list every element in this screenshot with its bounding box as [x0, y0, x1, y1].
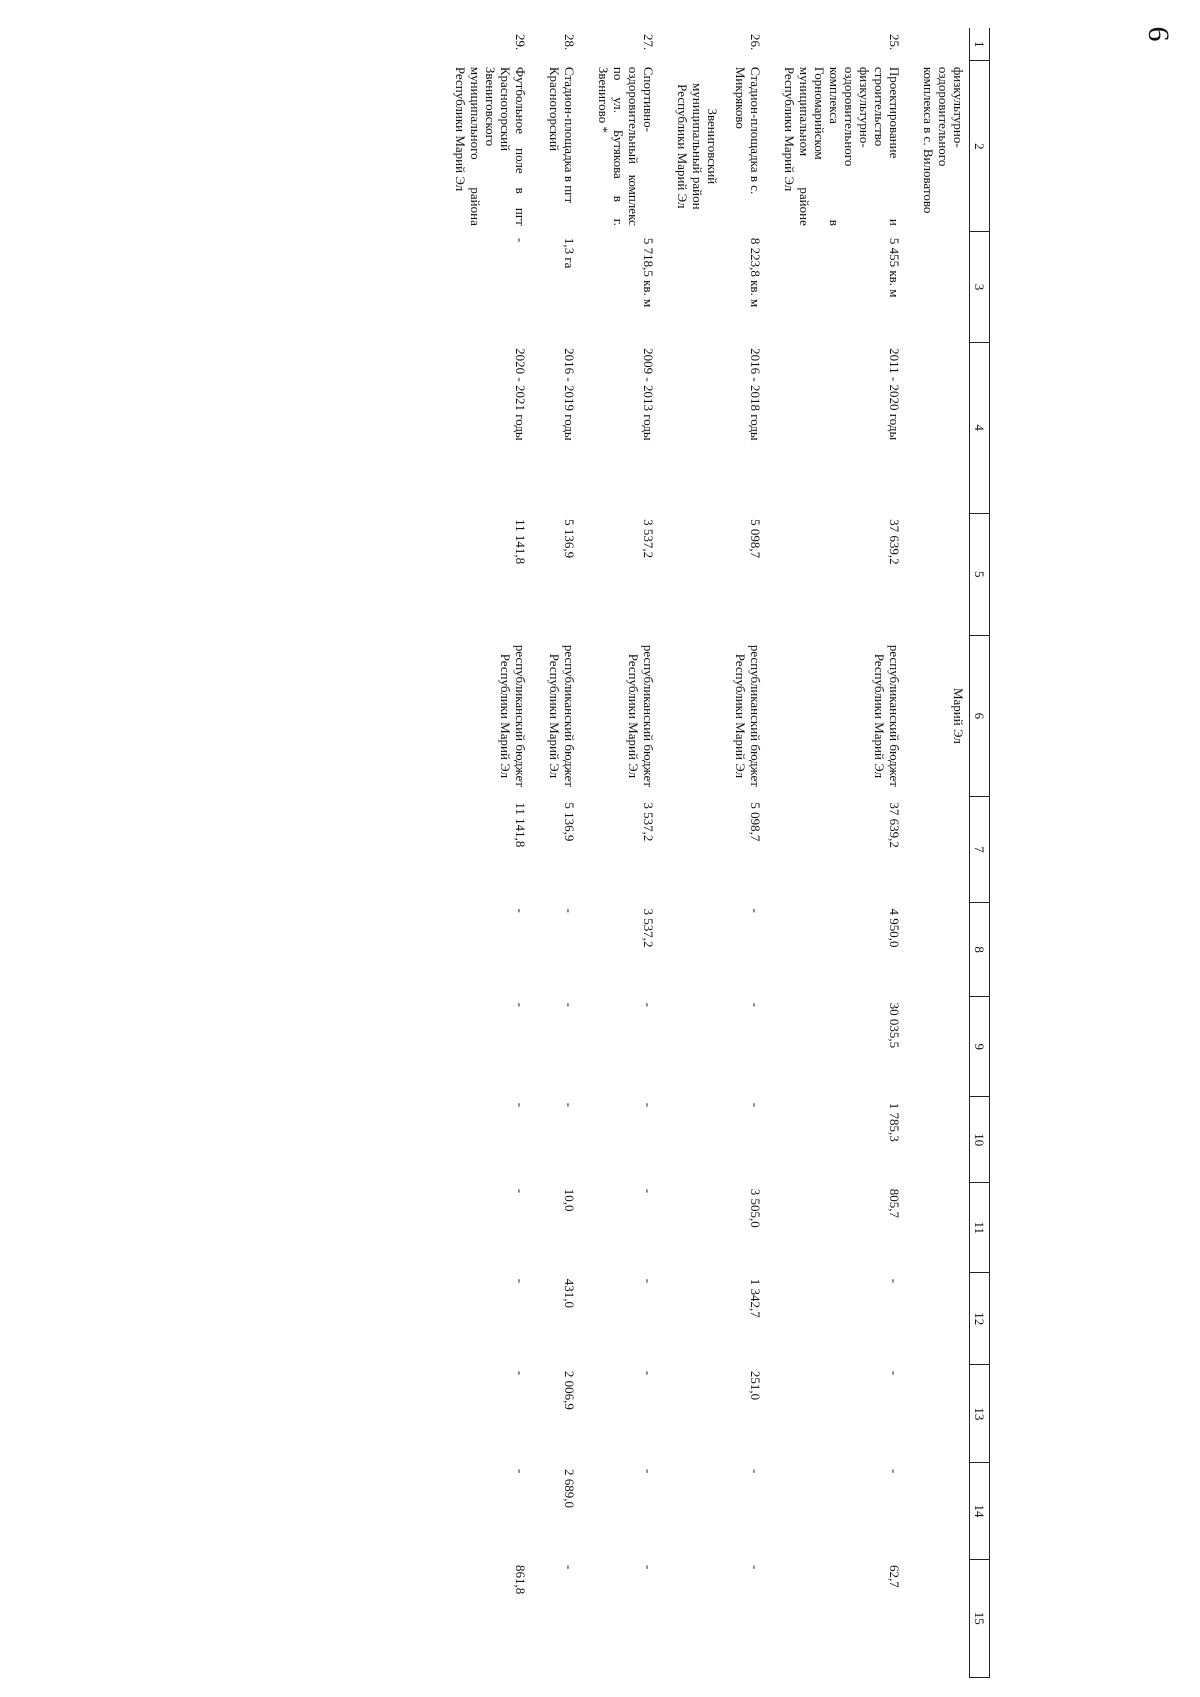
value-col-8: [918, 903, 970, 997]
value-col-15: 861,8: [513, 1565, 528, 1595]
value-col-12: -: [641, 1278, 656, 1284]
value-col-8: 3 537,2: [641, 908, 656, 948]
object-name: Спортивно-оздоровительный комплекс по ул. Бутякова в г. Звенигово *: [596, 66, 656, 226]
value-col-7: 37 639,2: [887, 802, 902, 848]
investment-table: [450, 28, 990, 1678]
value-col-8: -: [513, 908, 528, 913]
value-col-12: 1 342,7: [748, 1278, 763, 1318]
table-row: [544, 28, 593, 1678]
value-col-11: [918, 1183, 970, 1273]
value-col-11: 805,7: [887, 1188, 902, 1218]
page-number: 6: [1142, 26, 1175, 42]
funding-source: республиканский бюджет Республики Марий Эл: [626, 644, 656, 787]
period: [918, 342, 970, 513]
value-col-10: -: [641, 1102, 656, 1108]
period: 2011 - 2020 годы: [887, 348, 902, 441]
table-row: [593, 28, 672, 1678]
total-cost: 5 098,7: [748, 519, 763, 559]
value-col-7: 11 141,8: [513, 802, 528, 848]
col-header-9: 9: [970, 997, 990, 1097]
object-name: Проектирование и строительство физкультурно-оздоровительного комплекса в Горномарийском муниципальном районе Республики Марий Эл: [782, 66, 902, 226]
col-header-14: 14: [970, 1463, 990, 1559]
value-col-7: 3 537,2: [641, 802, 656, 842]
object-name: Стадион-площадка в с. Микряково: [733, 66, 763, 195]
table-row: [918, 28, 970, 1678]
capacity: 5 718,5 кв. м: [641, 237, 656, 308]
total-cost: 37 639,2: [887, 519, 902, 565]
col-header-15: 15: [970, 1559, 990, 1677]
value-col-15: -: [641, 1565, 656, 1570]
row-number: 29.: [513, 34, 528, 51]
value-col-11: -: [641, 1188, 656, 1194]
value-col-14: -: [641, 1468, 656, 1474]
capacity: -: [513, 237, 528, 243]
col-header-10: 10: [970, 1097, 990, 1183]
value-col-15: 62,7: [887, 1565, 902, 1588]
value-col-13: 2 006,9: [562, 1370, 577, 1410]
value-col-8: 4 950,0: [887, 908, 902, 948]
object-name: Стадион-площадка в пгт Красногорский: [547, 66, 577, 204]
value-col-14: 2 689,0: [562, 1468, 577, 1508]
object-name: Футбольное поле в пгт Красногорский Звениговского муниципального района Республики Марий Эл: [453, 66, 528, 226]
value-col-9: -: [513, 1002, 528, 1007]
value-col-14: [918, 1463, 970, 1559]
value-col-9: [918, 997, 970, 1097]
col-header-3: 3: [970, 232, 990, 342]
value-col-10: -: [513, 1102, 528, 1108]
col-header-12: 12: [970, 1273, 990, 1365]
value-col-12: -: [887, 1278, 902, 1284]
value-col-13: 251,0: [748, 1370, 763, 1401]
table-row: [450, 28, 544, 1678]
total-cost: 5 136,9: [562, 519, 577, 559]
value-col-13: [918, 1365, 970, 1463]
value-col-13: -: [513, 1370, 528, 1376]
value-col-15: -: [748, 1565, 763, 1570]
total-cost: 3 537,2: [641, 519, 656, 559]
value-col-12: -: [513, 1278, 528, 1284]
funding-source: республиканский бюджет Республики Марий Эл: [498, 644, 528, 787]
value-col-12: [918, 1273, 970, 1365]
col-header-7: 7: [970, 796, 990, 902]
total-cost: [918, 513, 970, 635]
object-name: физкультурно-оздоровительного комплекса в с. Виловатово: [921, 66, 966, 214]
value-col-7: 5 136,9: [562, 802, 577, 842]
funding-source: республиканский бюджет Республики Марий Эл: [733, 644, 763, 787]
value-col-13: -: [887, 1370, 902, 1376]
value-col-9: 30 035,5: [887, 1002, 902, 1049]
col-header-5: 5: [970, 513, 990, 635]
section-heading: Звениговский муниципальный район Республики Марий Эл: [675, 83, 720, 210]
section-row: [672, 28, 730, 1678]
row-number: 28.: [562, 34, 577, 51]
value-col-10: -: [748, 1102, 763, 1108]
value-col-14: -: [513, 1468, 528, 1474]
col-header-8: 8: [970, 903, 990, 997]
col-header-1: 1: [970, 28, 990, 61]
capacity: 1,3 га: [562, 237, 577, 269]
row-number: 27.: [641, 34, 656, 51]
column-number-header: [970, 28, 990, 1678]
value-col-11: 10,0: [562, 1188, 577, 1212]
table-row: [730, 28, 779, 1678]
value-col-8: -: [562, 908, 577, 913]
col-header-2: 2: [970, 61, 990, 232]
value-col-11: 3 505,0: [748, 1188, 763, 1228]
period: 2020 - 2021 годы: [513, 348, 528, 441]
row-number: 26.: [748, 34, 763, 51]
funding-source: республиканский бюджет Республики Марий Эл: [872, 644, 902, 787]
funding-source: Марий Эл: [951, 687, 966, 744]
value-col-9: -: [748, 1002, 763, 1007]
col-header-6: 6: [970, 635, 990, 796]
period: 2016 - 2019 годы: [562, 348, 577, 441]
value-col-13: -: [641, 1370, 656, 1376]
col-header-13: 13: [970, 1365, 990, 1463]
row-number: [918, 28, 970, 61]
funding-source: республиканский бюджет Республики Марий Эл: [547, 644, 577, 787]
value-col-9: -: [562, 1002, 577, 1007]
period: 2009 - 2013 годы: [641, 348, 656, 441]
value-col-14: -: [748, 1468, 763, 1474]
value-col-8: -: [748, 908, 763, 913]
value-col-15: -: [562, 1565, 577, 1570]
value-col-12: 431,0: [562, 1278, 577, 1309]
capacity: 5 455 кв. м: [887, 237, 902, 298]
value-col-7: 5 098,7: [748, 802, 763, 842]
capacity: 8 223,8 кв. м: [748, 237, 763, 308]
capacity: [918, 232, 970, 342]
col-header-11: 11: [970, 1183, 990, 1273]
row-number: 25.: [887, 34, 902, 51]
value-col-14: -: [887, 1468, 902, 1474]
table-row: [779, 28, 918, 1678]
rotated-table-container: [30, 28, 990, 1678]
value-col-10: -: [562, 1102, 577, 1108]
col-header-4: 4: [970, 342, 990, 513]
total-cost: 11 141,8: [513, 519, 528, 565]
period: 2016 - 2018 годы: [748, 348, 763, 441]
value-col-10: 1 785,3: [887, 1102, 902, 1142]
value-col-15: [918, 1559, 970, 1677]
value-col-7: [918, 796, 970, 902]
value-col-10: [918, 1097, 970, 1183]
value-col-9: -: [641, 1002, 656, 1007]
value-col-11: -: [513, 1188, 528, 1194]
